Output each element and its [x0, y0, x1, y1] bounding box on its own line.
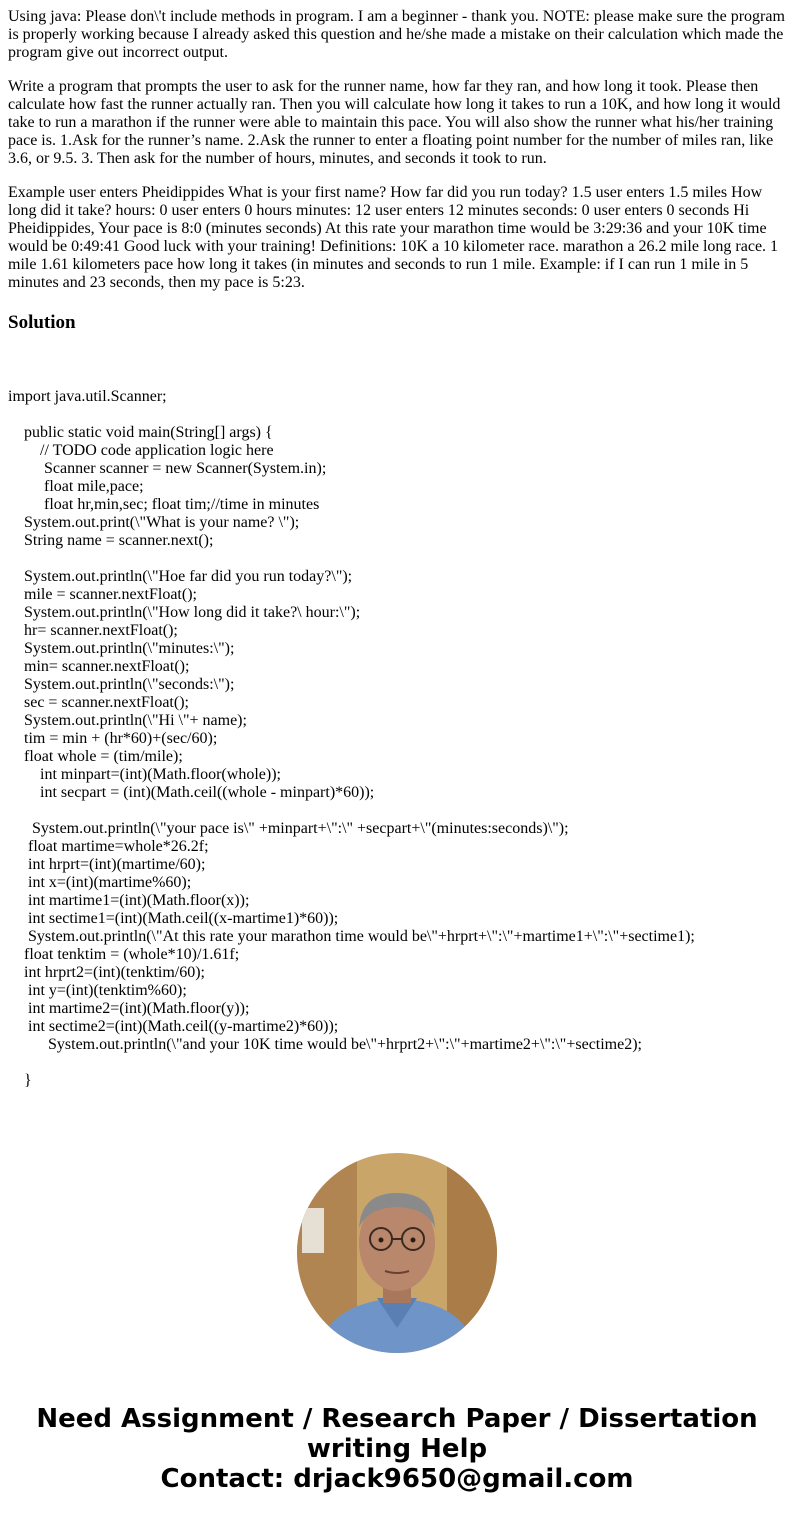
question-paragraph-1: Using java: Please don\'t include methods in program. I am a beginner - thank you. NOTE: please make sure the program is properly working because I already asked this question and he/she made a mistake on their calculation which made the program give out incorrect output. — [8, 8, 785, 61]
question-paragraph-2: Write a program that prompts the user to ask for the runner name, how far they ran, and how long it took. Please then calculate how fast the runner actually ran. Then you will calculate how long it takes to run a 10K, and how long it would take to run a marathon if the runner were able to maintain this pace. You will also show the runner what his/her training pace is. 1.Ask for the runner’s name. 2.Ask the runner to enter a floating point number for the number of miles ran, like 3.6, or 9.5. 3. Then ask for the number of hours, minutes, and seconds it took to run. — [8, 78, 781, 167]
promo-line-2: writing Help — [306, 1434, 488, 1464]
promo-banner — [0, 1404, 794, 1494]
author-photo — [297, 1153, 497, 1353]
promo-contact: Contact: drjack9650@gmail.com — [160, 1464, 634, 1494]
question-paragraph-3: Example user enters Pheidippides What is your first name? How far did you run today? 1.5 user enters 1.5 miles How long did it take? hours: 0 user enters 0 hours minutes: 12 user enters 12 minutes seconds: 0 user enters 0 seconds Hi Pheidippides, Your pace is 8:0 (minutes seconds) At this rate your marathon time would be 3:29:36 and your 10K time would be 0:49:41 Good luck with your training! Definitions: 10K a 10 kilometer race. marathon a 26.2 mile long race. 1 mile 1.61 kilometers pace how long it takes (in minutes and seconds to run 1 mile. Example: if I can run 1 mile in 5 minutes and 23 seconds, then my pace is 5:23. — [8, 184, 779, 291]
author-portrait-image — [297, 1153, 497, 1353]
solution-heading: Solution — [8, 312, 76, 333]
solution-code: import java.util.Scanner; public static void main(String[] args) { // TODO code application logic here Scanner scanner = new Scanner(System.in); float mile,pace; float hr,min,sec; float tim;//time in minutes System.out.print(\"What is your name? \"); String name = scanner.next(); System.out.println(\"Hoe far did you run today?\"); mile = scanner.nextFloat(); System.out.println(\"How long did it take?\ hour:\"); hr= scanner.nextFloat(); System.out.println(\"minutes:\"); min= scanner.nextFloat(); System.out.println(\"seconds:\"); sec = scanner.nextFloat(); System.out.println(\"Hi \"+ name); tim = min + (hr*60)+(sec/60); float whole = (tim/mile); int minpart=(int)(Math.floor(whole)); int secpart = (int)(Math.ceil((whole - minpart)*60)); System.out.println(\"your pace is\" +minpart+\":\" +secpart+\"(minutes:seconds)\"); float martime=whole*26.2f; int hrprt=(int)(martime/60); int x=(int)(martime%60); int martime1=(int)(Math.floor(x)); int sectime1=(int)(Math.ceil((x-martime1)*60)); System.out.println(\"At this rate your marathon time would be\"+hrprt+\":\"+martime1+\":\"+sectime1); float tenktim = (whole*10)/1.61f; int hrprt2=(int)(tenktim/60); int y=(int)(tenktim%60); int martime2=(int)(Math.floor(y)); int sectime2=(int)(Math.ceil((y-martime2)*60)); System.out.println(\"and your 10K time would be\"+hrprt2+\":\"+martime2+\":\"+sectime2); } — [8, 388, 695, 1089]
question-content — [8, 8, 786, 1090]
promo-line-1: Need Assignment / Research Paper / Dissertation — [36, 1404, 758, 1434]
